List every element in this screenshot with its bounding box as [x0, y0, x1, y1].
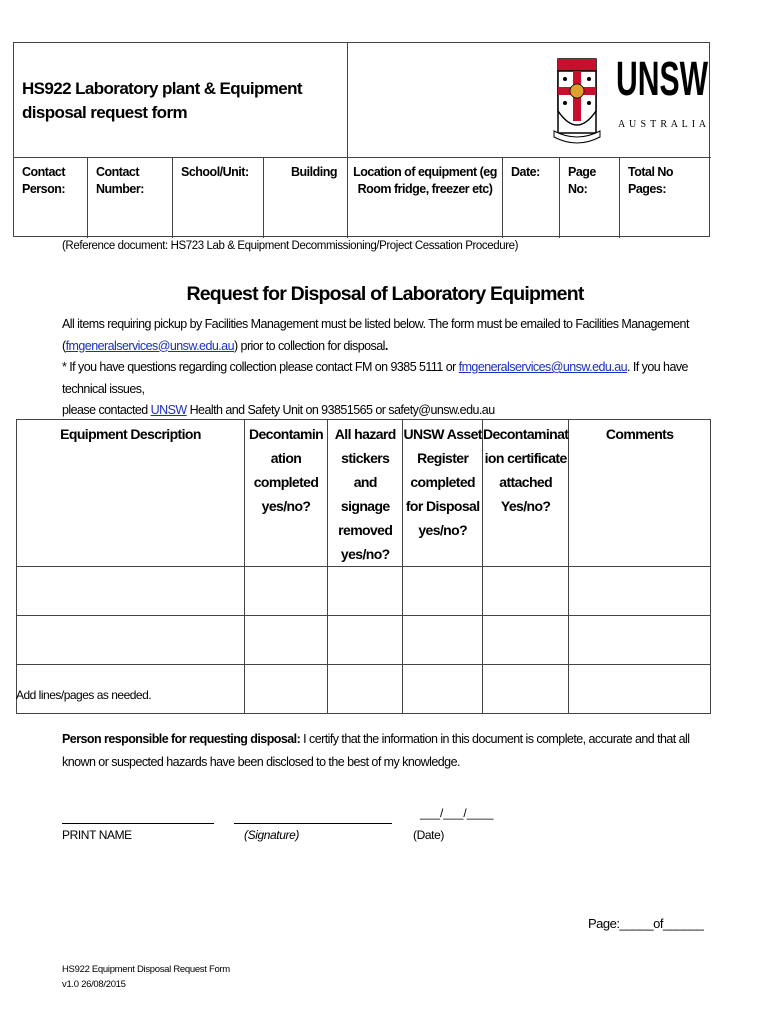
table-cell[interactable] [244, 567, 327, 616]
col-decontamination-certificate: Decontaminat ion certificate attached Yes/no? [482, 420, 568, 567]
unsw-logo [348, 43, 710, 157]
building-field[interactable] [264, 158, 348, 238]
equipment-table [16, 419, 711, 714]
signature-label: (Signature) [244, 828, 299, 842]
contact-number-field[interactable] [88, 158, 173, 238]
table-cell[interactable] [328, 567, 403, 616]
location-label: Location of equipment (eg Room fridge, freezer etc) [353, 165, 497, 196]
col-hazard-stickers-removed: All hazard stickers and signage removed yes/no? [328, 420, 403, 567]
col-equipment-description: Equipment Description [17, 420, 245, 567]
document-footer [62, 962, 230, 992]
main-title: Request for Disposal of Laboratory Equipment [186, 283, 584, 305]
intro-line-1: All items requiring pickup by Facilities Management must be listed below. The form must be emailed to Facilities Management [62, 317, 689, 331]
intro-line-3: * If you have questions regarding collection please contact FM on 9385 5111 or [62, 360, 459, 374]
unsw-wordmark: UNSW [616, 53, 709, 106]
print-name-line[interactable] [62, 823, 214, 824]
date-label: Date: [511, 165, 540, 179]
certification-label: Person responsible for requesting disposal: [62, 732, 301, 746]
total-pages-field[interactable] [620, 158, 711, 238]
print-name-label: PRINT NAME [62, 828, 132, 842]
reference-document: (Reference document: HS723 Lab & Equipment Decommissioning/Project Cessation Procedure) [62, 240, 519, 252]
form-title: HS922 Laboratory plant & Equipment disposal request form [22, 79, 302, 122]
page-of-field[interactable]: Page:_____of______ [588, 916, 704, 931]
page-no-label: Page No: [568, 165, 596, 196]
table-cell[interactable] [482, 616, 568, 665]
table-cell[interactable] [244, 665, 327, 714]
col-decontamination-completed: Decontamin ation completed yes/no? [244, 420, 327, 567]
table-row [17, 567, 711, 616]
table-cell[interactable] [569, 567, 711, 616]
table-cell[interactable] [482, 567, 568, 616]
date-label-sig: (Date) [413, 828, 444, 842]
intro-line-4: please contacted [62, 403, 151, 417]
location-field[interactable] [348, 158, 503, 238]
fm-email-link-2[interactable]: fmgeneralservices@unsw.edu.au [458, 360, 628, 374]
table-cell[interactable] [403, 665, 483, 714]
table-cell[interactable] [569, 616, 711, 665]
table-cell[interactable] [328, 616, 403, 665]
intro-line-2: prior to collection for disposal [237, 338, 385, 353]
col-asset-register-completed: UNSW Asset Register completed for Disposal yes/no? [403, 420, 483, 567]
school-unit-label: School/Unit: [181, 165, 249, 179]
date-line[interactable]: ___/___/____ [420, 806, 494, 820]
date-field[interactable] [503, 158, 560, 238]
australia-subtext: A U S T R A L I A [618, 119, 706, 130]
table-cell[interactable] [328, 665, 403, 714]
table-cell[interactable] [244, 616, 327, 665]
contact-person-field[interactable] [14, 158, 88, 238]
page-no-field[interactable] [560, 158, 620, 238]
table-cell[interactable] [403, 616, 483, 665]
table-cell[interactable] [482, 665, 568, 714]
certification-text: I certify that the information in this document is complete, accurate and that all known or suspected hazards have been disclosed to the best of my knowledge. [62, 732, 690, 769]
contact-number-label: Contact Number: [96, 165, 144, 196]
fm-email-link-1[interactable]: fmgeneralservices@unsw.edu.au [65, 338, 234, 353]
contact-person-label: Contact Person: [22, 165, 66, 196]
table-cell[interactable] [17, 567, 245, 616]
intro-paragraph: All items requiring pickup by Facilities Management must be listed below. The form must be emailed to Facilities Management (fmgeneralservices@unsw.edu.au) prior to collection for disposal. * If you have questions regarding collection please contact FM on 9385 5111 or fmgeneralservices@unsw.edu.au. If you have technical issues, please contacted UNSW Health and Safety Unit on 93851565 or safety@unsw.edu.au [62, 317, 689, 417]
table-cell[interactable] [403, 567, 483, 616]
unsw-crest-icon [348, 43, 710, 157]
form-header [13, 42, 710, 237]
intro-line-4-rest: Health and Safety Unit on 93851565 or safety@unsw.edu.au [186, 403, 495, 417]
building-label: Building [291, 165, 337, 179]
table-header-row [17, 420, 711, 567]
table-cell[interactable] [569, 665, 711, 714]
form-title-cell [14, 43, 348, 157]
table-cell[interactable] [17, 616, 245, 665]
contact-fields-row [14, 157, 711, 238]
total-pages-label: Total No Pages: [628, 165, 674, 196]
table-row [17, 616, 711, 665]
certification-statement [62, 728, 702, 774]
add-lines-note: Add lines/pages as needed. [16, 688, 152, 702]
footer-version: v1.0 26/08/2015 [62, 979, 126, 990]
col-comments: Comments [569, 420, 711, 567]
signature-line[interactable] [234, 823, 392, 824]
unsw-link[interactable]: UNSW [150, 403, 187, 417]
footer-form-name: HS922 Equipment Disposal Request Form [62, 964, 230, 975]
intro-line-3-rest: . If you have technical issues, [62, 360, 688, 396]
school-unit-field[interactable] [173, 158, 264, 238]
